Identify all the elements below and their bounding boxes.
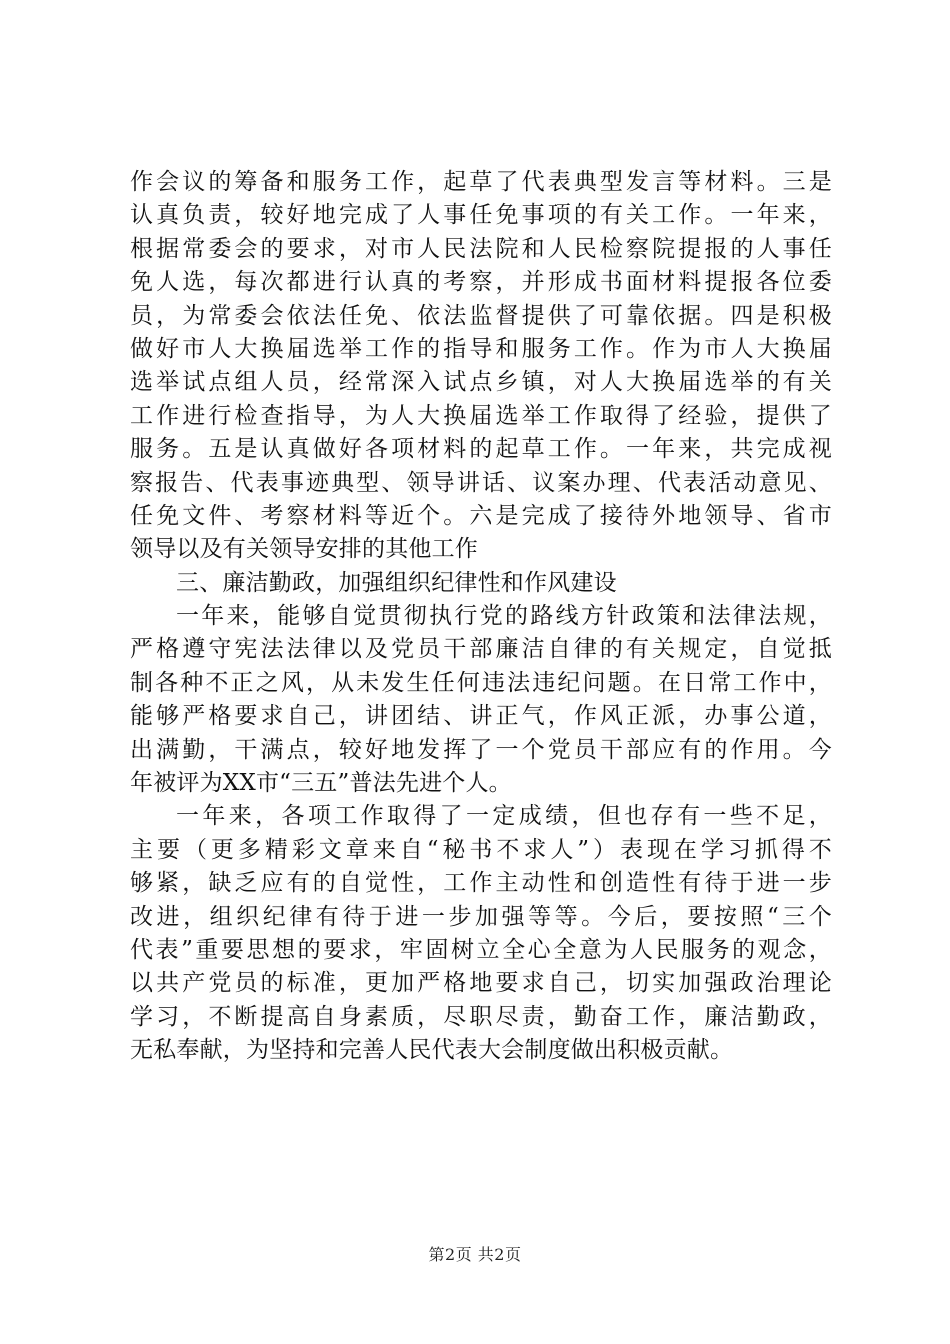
text-line: 够紧，缺乏应有的自觉性，工作主动性和创造性有待于进一步 (130, 870, 832, 897)
section-heading: 三、廉洁勤政，加强组织纪律性和作风建设 (176, 569, 617, 596)
text-line: 一年来，能够自觉贯彻执行党的路线方针政策和法律法规， (176, 603, 832, 630)
text-line: 学习，不断提高自身素质，尽职尽责，勤奋工作，廉洁勤政， (130, 1003, 832, 1030)
text-line: 以共产党员的标准，更加严格地要求自己，切实加强政治理论 (130, 970, 832, 997)
document-body (130, 166, 832, 1068)
page-footer: 第2页 共2页 (428, 1245, 522, 1264)
text-line: 改进，组织纪律有待于进一步加强等等。今后，要按照“三个 (130, 903, 832, 930)
text-line: 认真负责，较好地完成了人事任免事项的有关工作。一年来， (130, 202, 832, 229)
text-line: 无私奉献，为坚持和完善人民代表大会制度做出积极贡献。 (130, 1037, 734, 1064)
text-line: 严格遵守宪法法律以及党员干部廉洁自律的有关规定，自觉抵 (130, 636, 832, 663)
text-line: 一年来，各项工作取得了一定成绩，但也存有一些不足， (176, 803, 832, 830)
text-line: 领导以及有关领导安排的其他工作 (130, 536, 478, 563)
text-line: 作会议的筹备和服务工作，起草了代表典型发言等材料。三是 (130, 169, 832, 195)
text-line: 出满勤，干满点，较好地发挥了一个党员干部应有的作用。今 (130, 736, 832, 763)
text-line: 工作进行检查指导，为人大换届选举工作取得了经验，提供了 (130, 402, 832, 429)
text-line: 员，为常委会依法任免、依法监督提供了可靠依据。四是积极 (130, 302, 832, 329)
text-line: 根据常委会的要求，对市人民法院和人民检察院提报的人事任 (130, 235, 832, 262)
text-line: 选举试点组人员，经常深入试点乡镇，对人大换届选举的有关 (130, 369, 832, 396)
text-line: 做好市人大换届选举工作的指导和服务工作。作为市人大换届 (130, 335, 832, 362)
text-line: 免人选，每次都进行认真的考察，并形成书面材料提报各位委 (130, 269, 832, 296)
text-line: 能够严格要求自己，讲团结、讲正气，作风正派，办事公道， (130, 703, 832, 730)
text-line: 年被评为XX市“三五”普法先进个人。 (130, 770, 512, 797)
text-line: 察报告、代表事迹典型、领导讲话、议案办理、代表活动意见、 (130, 469, 832, 496)
text-line: 主要（更多精彩文章来自“秘书不求人”）表现在学习抓得不 (130, 836, 832, 863)
text-line: 代表”重要思想的要求，牢固树立全心全意为人民服务的观念， (130, 936, 832, 963)
text-line: 制各种不正之风，从未发生任何违法违纪问题。在日常工作中， (130, 669, 832, 696)
text-line: 服务。五是认真做好各项材料的起草工作。一年来，共完成视 (130, 436, 832, 463)
text-line: 任免文件、考察材料等近个。六是完成了接待外地领导、省市 (130, 502, 832, 529)
